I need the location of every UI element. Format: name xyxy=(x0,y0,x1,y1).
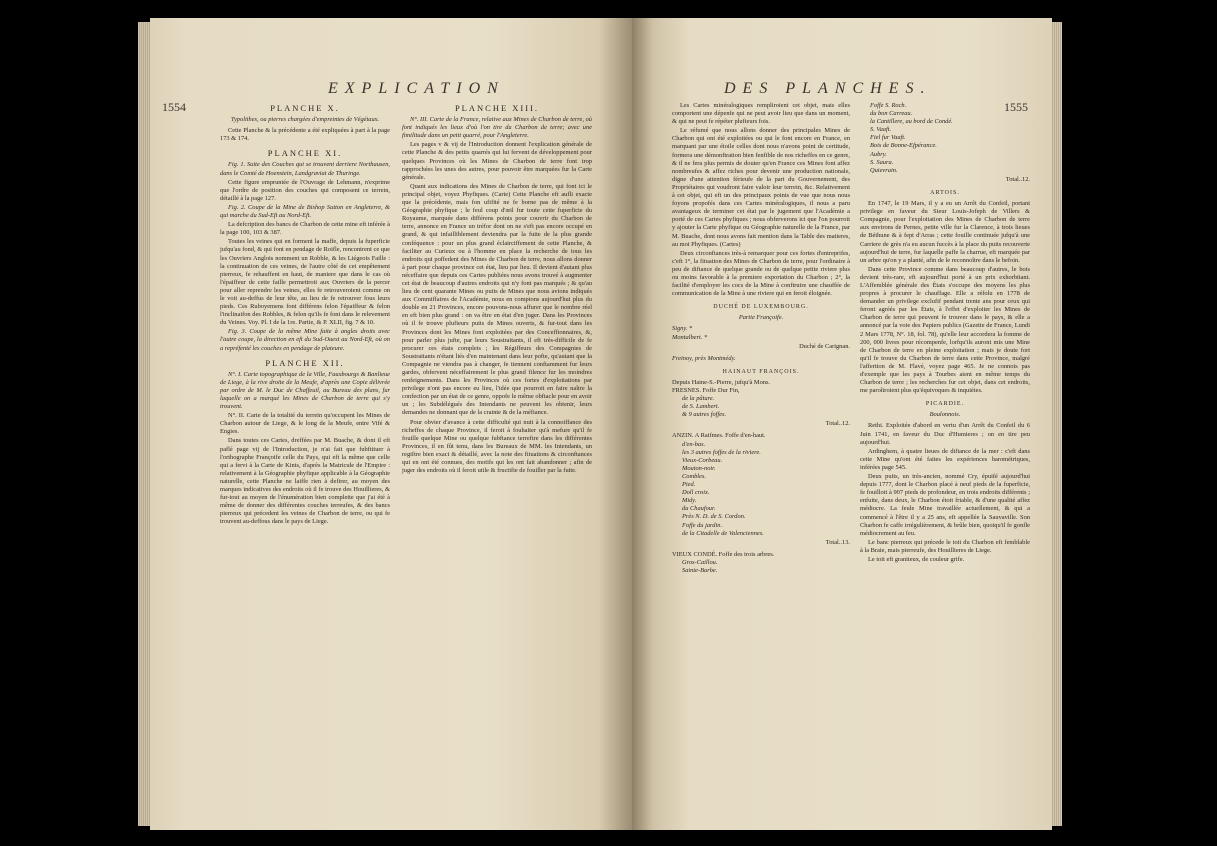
list-item: Combles. xyxy=(682,472,706,480)
list-item: Sainte-Barbe. xyxy=(682,566,718,574)
heading-luxembourg: DUCHÉ DE LUXEMBOURG. xyxy=(713,304,809,311)
list-item: Doll croix. xyxy=(682,489,710,497)
list-item: & 9 autres foffes. xyxy=(682,411,727,419)
list-item: Vieux-Corbeau. xyxy=(682,456,723,464)
paragraph: Dans cette Province comme dans beaucoup d'autres, le bois devient très-rare, eft aujourd'hui porté à un prix exhorbitant. L'Affemblée générale des États s'occupe des moyens les plus propres à procurer le chauffage. Elle a réfolu en 1778 de demander un privilege exclufif pendant trente ans pour ceux qui feront agréés par les États, à l'effet d'exploiter les Mines de Charbon de terre qui peuvent fe trouver dans le pays, & elle a annoncé par la voie des Papiers publics (Gazette de France, Lundi 2 Mars 1778, N°. 18, fol. 78), qu'elle leur accordera la fomme de 200, 000 livres pour récompenfe, lorfqu'ils auront mis une Mine de Charbon de terre en pleine exploitation ; mais je doute fort qu'il fe trouve du Charbon de terre dans cette Province, malgré l'affertion de M. Flavé, voyez page 465. Je ne connois pas d'exemple que les pays à Tourbes aient en même temps du Charbon de terre ; les recherches fur cet objet, dans cet endroits, me paroîtroient plus qu'équivoques & inquiétes. xyxy=(860,265,1030,395)
paragraph: En 1747, le 19 Mars, il y a eu un Arrêt du Confeil, portant privilege en faveur du Sieur Louis-Jofeph de Villers & Compagnie, pour l'exploitation des Mines de Charbon de terre aux environs de Pernes, petite ville fur la Clarence, à trois lieues de Béthune & à fept d'Arras ; cette fouille continuée jufqu'à une Carriere de grès n'a eu aucun fuccès à la place du puits recouverte aujourd'hui de terre, fur laquelle paffe la charrue, eft marquée par un arbre qu'on y a planté, afin de le reconnoître dans le befoin. xyxy=(860,200,1030,264)
right-page-edges xyxy=(1052,22,1062,826)
list-item: FRESNES. Foffe Dur Fin, xyxy=(672,387,740,394)
paragraph: N°. II. Carte de la totalité du terrein qu'occupent les Mines de Charbon autour de Liege, & le long de la Meufe, entre Vifé & Engies. xyxy=(220,412,390,436)
list-item: d'en-bas. xyxy=(682,440,706,448)
paragraph: Le banc pierreux qui précede le toit du Charbon eft femblable à la Braie, mais pierreufe, des Houillieres de Liege. xyxy=(860,538,1030,554)
list-item: Midy. xyxy=(682,497,697,505)
page-number-right: 1555 xyxy=(1004,100,1028,114)
list-item: de la Citadelle de Valenciennes. xyxy=(682,529,764,537)
paragraph: Les Cartes minéralogiques rempliroient cet objet, mais elles comportent une dépenfe qui ne peut avoir lieu que dans un moment, & qui ne peut fe répéter plufieurs fois. xyxy=(672,102,850,126)
left-column-2 xyxy=(402,98,592,476)
heading-planche-xiii: PLANCHE XIII. xyxy=(454,103,540,113)
heading-artois: ARTOIS. xyxy=(930,189,960,196)
right-page xyxy=(632,18,1052,830)
paragraph: Deux circonftances très-à remarquer pour ces fortes d'entreprifes, c'eft 1°, la fituation des Mines de Charbon de terre, pour l'ordinaire à peu de diftance de quelque grande ou de quelque petite riviere plus ou moins favorable à la premiere exportation du Charbon ; 2°, la facilité d'employer les cocs de la Mine à conftruire une chauffée de communication de la Mine à une riviere qui en feroit éloignée. xyxy=(672,249,850,298)
left-page-edges xyxy=(138,22,150,826)
list-item: Foffe du jardin. xyxy=(682,521,723,529)
heading-planche-xi: PLANCHE XI. xyxy=(267,148,343,159)
list-item: Gros-Caillou. xyxy=(682,558,718,566)
subheading-partie: Partie Françoife. xyxy=(738,314,784,322)
figure-caption: Fig. 1. Suite des Couches qui se trouvent derriere Northausen, dans le Comté de Hoenstein, Landgraviat de Thuringe. xyxy=(220,161,390,177)
paragraph: Quant aux indications des Mines de Charbon de terre, qui font ici le principal objet, voyez Phyfiques. (Carte) Cette Planche eft aufli exacte que la précédente, mais fon ufifité ne fe borne pas de même à la Géographie phyfique ; le feul coup d'œil fur toute cette fuperficie du Royaume, marquée dans différens points pour couvrir du Charbon de terre, annonce en France un tréfor dont on ne s'eft pas encore occupé en grand, & qui infailliblement deviendra par la fuite de la plus grande conféquence : pour un plus grand éclairciffement de cette Planche, & faciliter au Curieux ou à l'homme en place la recherche de tous les endroits qui poffedent des Mines de Charbon de terre, nous allons donner à part pour chaque province cet état, lieu par lieu. Il devient d'autant plus néceffaire que depuis ces Cartes publiées nous avons trouvé à augmenter cet état de beaucoup d'autres endroits qui n'y font pas marqués ; & qu'au lieu de cent quarante Mines ou puits de Mines que nous avions indiqués aux Commiffaires de l'Académie, nous en comptons aujourd'hui plus du double en 21 Provinces, encore pouvons-nous affurer que le nombre réel en eft bien plus grand : on va être en état d'en juger. Dans les Provinces où il fe trouve plufieurs puits de Mines ouverts, & fur-tout dans les Provinces dont les Mines font exploitées par des Conceffionnaires, &, pour parler plus jufte, par leurs Soustraitants, il eft très-difficile de fe procurer ces états complets ; les Régiffeurs des Compagnies de Soustraitants n'étant liés d'en maintenant dans leur pofte, qu'autant que la Compagnie ne viendra pas à changer, fe tiennent conftamment fur leurs gardes, obfervent néceffairement le plus grand filence fur les moindres renfeignements. Dans les Provinces où ces fortes d'exploitations par privilege n'ont pas encore eu lieu, l'idée que pourroit en faire naître la confection par un état de ce genre, oppofe le même obftacle pour en avoir un ; les Subdélégués des Intendants ne peuvent les obtenir, leurs demandes ne donnant que de la crainte & de la méfiance. xyxy=(402,182,592,417)
paragraph: Ardinghem, à quatre lieues de diftance de la mer : c'eft dans cette Mine qu'ont été faites les expériences barométriques, inférées page 545. xyxy=(860,447,1030,471)
list-item: Près N. D. de S. Cordon. xyxy=(682,513,746,521)
subheading-boulonnois: Boulonnois. xyxy=(929,411,961,419)
list-item: Fiel fur Vaaft. xyxy=(870,134,906,142)
list-item: Mouton-noir. xyxy=(682,464,716,472)
list-item: du Chaufour. xyxy=(682,505,716,513)
list-item: la Cantillere, au bord de Condé. xyxy=(870,118,953,126)
map-caption: N°. I. Carte topographique de la Ville, Fauxbourgs & Banlieue de Liege, à la rive droite de la Meufe, d'après une Copie délivrée par ordre de M. le Duc de Chaffeuil, au Bureau des plans, fur laquelle on a marqué les Mines de Charbon de terre qui s'y trouvent. xyxy=(220,370,390,411)
heading-planche-xii: PLANCHE XII. xyxy=(265,357,345,368)
total: Total..12. xyxy=(825,420,850,428)
paragraph: Toutes les veines qui en forment la maffe, depuis la fuperficie jufqu'au fond, & qui font en pendage de Roifle, rencontrent ce que les Ouvriers Anglois nomment un Robble, & les Liégeois Faille : la continuation de ces veines, de l'autre côté de cet empêtement pierreux, fe rehauffent en haut, de maniere que dans le cas où l'épaiffeur de cette faille permettroit aux Ouvriers de la percer pour aller reprendre les veines, elles fe retrouveroient comme on le voit au-deffus de leur tête, au lieu de fe retrouver fous leurs pieds. Ces Ruboyemens font différens felon l'épaiffeur & felon l'inclinaifon des Robbles, & felon qu'ils fe font dans le relevement du Veines. Voy. Pl. I de la 1re. Partie, & P. XLII, fig. 7 & 10. xyxy=(220,238,390,327)
heading-planche-x: PLANCHE X. xyxy=(270,103,340,113)
list-item: Duché de Carignan. xyxy=(799,342,850,350)
map-caption: N°. III. Carte de la France, relative aux Mines de Charbon de terre, où font indiqués les lieux d'où l'on tire du Charbon de terre; avec une fimilitude dans un petit quarré, pour l'Angleterre. xyxy=(402,116,592,140)
list-item: Pied. xyxy=(682,481,696,489)
total: Total..12. xyxy=(1005,175,1030,183)
left-page xyxy=(150,18,632,830)
list-item: Depuis Haine-S.-Pierre, jufqu'à Mons. xyxy=(672,378,771,386)
list-item: Aubry. xyxy=(870,150,887,158)
running-head-right: DES PLANCHES. xyxy=(724,80,932,97)
list-item: de la pâture. xyxy=(682,395,715,403)
right-column-1 xyxy=(672,102,850,575)
total: Total..13. xyxy=(825,538,850,546)
paragraph: Rethi. Exploitée d'abord en vertu d'un Arrêt du Confeil du 6 Juin 1741, en faveur du Duc d'Humieres ; on en tire peu aujourd'hui. xyxy=(860,422,1030,446)
right-column-2 xyxy=(860,102,1030,565)
list-item: les 3 autres foffes de la riviere. xyxy=(682,448,761,456)
list-item: Bois de Bonne-Efpérance. xyxy=(870,142,937,150)
list-item: S. Saura. xyxy=(870,158,894,166)
caption-planche-x: Typolithes, ou pierres chargées d'empreintes de Végétaux. xyxy=(230,116,380,124)
paragraph: Deux puits, un très-ancien, nommé Cry, épuifé aujourd'hui depuis 1777, dont le Charbon placé à neuf pieds de la fuperficie, fe fouilloit à 907 pieds de profondeur, en trois endroits différents ; enfuite, dans deux, le Charbon étoit friable, & d'une qualité affez médiocre. La feule Mine travaillée actuellement, & qui a commencé à l'être il y a 25 ans, eft appellée la Sauvaville. Son Charbon fe caffe irrégulièrement, & brûle bien, quoiqu'il fe gonfle médiocrement au feu. xyxy=(860,473,1030,537)
running-head-left: EXPLICATION xyxy=(328,80,505,97)
paragraph: Le toit eft graniteux, de couleur grife. xyxy=(868,555,965,563)
list-item: VIEUX CONDÉ. Foffe des trois arbres. xyxy=(672,550,775,558)
list-item: S. Vaaft. xyxy=(870,126,892,134)
list-item: du bon Carreau. xyxy=(870,110,913,118)
paragraph: Les pages v & vij de l'Introduction donnent l'explication générale de cette Planche & des petits quarrés qui lui fervent de développement pour quelques Provinces où les Mines de Charbon de terre font trop rapprochées les unes des autres, pour pouvoir être marquées fur la Carte générale. xyxy=(402,141,592,181)
paragraph: Pour obvier d'avance à cette difficulté qui nuit à la connoiffance des richeffes de chaque Province, il feroit à fouhaiter qu'à mefure qu'il fe fouille quelque Mine ou quelque fubftance terreftre dans les différentes Provinces, il en fût tenu, dans les Bureaux de MM. les Intendants, un regiftre bien exact & détaillé, avec la note des fituations & circonftances qui en ont été connues, des motifs qui les ont fait abandonner ; afin de juger des endroits où il feroit utile & fructifie de fouiller par la fuite. xyxy=(402,418,592,475)
paragraph: Cette figure empruntée de l'Ouvrage de Lehmann, n'exprime que l'ordre de position des couches qui composent ce terrein, détaillé à la page 127. xyxy=(220,178,390,202)
figure-caption: Fig. 3. Coupe de la même Mine faite à angles droits avec l'autre coupe, la direction en eft du Sud-Ouest au Nord-Eft, où on a repréfenté les couches en pendage de plateure. xyxy=(220,328,390,352)
left-column-1 xyxy=(220,98,390,528)
figure-caption: Fig. 2. Coupe de la Mine de Bishop Sutton en Angleterre, & qui marche du Sud-Eft au Nord-Eft. xyxy=(220,203,390,220)
heading-hainaut: HAINAUT FRANÇOIS. xyxy=(722,368,800,375)
paragraph: Le réfumé que nous allons donner des principales Mines de Charbon qui ont été exploitées ou qui le font encore en France, en marquant par une étoile celles dont nous n'avons point de certitude, formera une démonftration bien fenfible de nos richeffes en ce genre, & il ne fera plus permis de douter qu'en France ces Mines font affez nombreufes & affez riches pour devenir une production nationale, digne d'une attention férieufe de la part du Gouvernement, des Propriétaires qui voudront faire valoir leur terrein, &c. Relativement à cet objet, qui eft un des principaux points de vue que nous nous foyons propofés dans ces Cartes minéralogiques, il nous a paru avantageux de terminer cet état par le jugement que l'Académie a porté de ces Cartes phyfiques ; nous obferverons ici que l'on pourroit y ajouter la Carte phyfique ou Géographie naturelle de la France, par M. Buache, dont nous avons fait mention dans la Table des matieres, au mot Phyfiques. (Cartes) xyxy=(672,127,850,248)
list-item: Foffe S. Roch. xyxy=(870,102,907,109)
heading-picardie: PICARDIE. xyxy=(925,401,965,408)
paragraph: Cette Planche & la précédente a été expliquées à part à la page 173 & 174. xyxy=(220,127,390,143)
list-item: Quievrain. xyxy=(870,166,898,174)
paragraph: Dans toutes ces Cartes, dreffées par M. Buache, & dont il eft paflé page vij de l'Introduction, je n'ai fait que fubftituer à l'orthographe Françoife celle du Pays, qui eft la même que celle qui a fervi à la Carte de Kints, d'après la Matricule de l'Empire : relativement à la Géographie phyfique applicable à la Géographie naturelle, cette Planche ne laiffe rien à defirer, au moyen des marques indicatives des endroits où il fe trouve des Houillieres, & fur-tout au moyen de l'énumération bien complette que j'ai été à même de donner des différentes couches terreufes, & des bancs pierreux qui précedent les veines de Charbon de terre, ou qui fe trouvent au-deffous dans le pays de Liege. xyxy=(220,437,390,526)
list-item: ANZIN. A Raifmes. Foffe d'en-haut. xyxy=(672,432,766,440)
list-item: Freinoy, près Montmédy. xyxy=(672,354,736,362)
list-item: de S. Lambert. xyxy=(682,403,720,411)
paragraph: La defcription des bancs de Charbon de cette mine eft inférée à la page 100, 103 & 387. xyxy=(220,221,390,237)
list-item: Montalbert. * xyxy=(672,333,708,341)
page-number-left: 1554 xyxy=(162,100,186,114)
list-item: Signy. * xyxy=(672,325,693,333)
